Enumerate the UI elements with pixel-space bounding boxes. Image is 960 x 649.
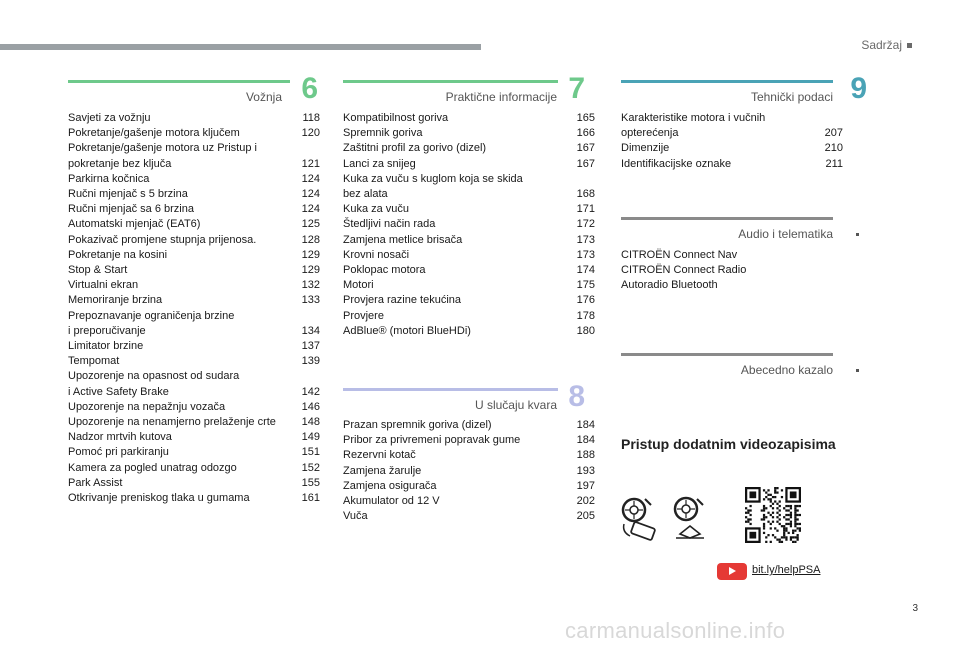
audio-list	[621, 248, 746, 294]
toc-entry-page: 167	[576, 142, 595, 155]
toc-entry[interactable]	[68, 141, 320, 171]
toc-entry-title: Prepoznavanje ograničenja brzine i preporučivanje	[68, 309, 235, 337]
toc-entry[interactable]	[68, 248, 320, 263]
audio-header	[621, 217, 871, 241]
header-label: Sadržaj	[861, 38, 902, 52]
spare-wheel-jack-icon[interactable]	[672, 494, 716, 542]
toc-entry[interactable]	[68, 445, 320, 460]
section-8-toc	[343, 418, 595, 524]
section-9-line	[621, 80, 833, 83]
section-6-header	[68, 72, 318, 105]
section-6-line	[68, 80, 290, 83]
toc-entry[interactable]	[343, 278, 595, 293]
index-square-icon	[856, 369, 859, 372]
toc-entry-page: 146	[301, 400, 320, 413]
toc-entry-title: Provjera razine tekućina	[343, 294, 462, 307]
audio-line	[621, 217, 833, 220]
toc-entry-page: 121	[301, 157, 320, 170]
toc-entry-page: 173	[576, 233, 595, 246]
toc-entry[interactable]	[343, 464, 595, 479]
toc-entry-title: Kuka za vuču s kuglom koja se skida bez alata	[343, 172, 523, 201]
toc-entry-title: Pokazivač promjene stupnja prijenosa.	[68, 233, 257, 246]
toc-entry-page: 167	[576, 157, 595, 170]
toc-entry-title: Motori	[343, 279, 374, 292]
toc-entry-page: 125	[301, 218, 320, 231]
toc-entry-title: Spremnik goriva	[343, 127, 423, 140]
toc-entry-title: Pokretanje/gašenje motora ključem	[68, 127, 240, 140]
toc-entry-page: 207	[824, 127, 843, 140]
toc-entry-page: 133	[301, 294, 320, 307]
section-7-number: 7	[568, 72, 585, 105]
section-7-title: Praktične informacije	[445, 90, 557, 104]
toc-entry-page: 134	[301, 324, 320, 337]
toc-entry[interactable]	[343, 418, 595, 433]
toc-entry[interactable]	[621, 141, 843, 156]
toc-entry[interactable]	[68, 309, 320, 339]
toc-entry[interactable]	[68, 430, 320, 445]
toc-entry-title: Zamjena osigurača	[343, 479, 437, 492]
index-header	[621, 353, 871, 377]
toc-entry-page: 149	[301, 431, 320, 444]
top-progress-bar	[0, 44, 481, 50]
toc-entry-title: Zamjena žarulje	[343, 464, 422, 477]
toc-entry[interactable]	[343, 233, 595, 248]
toc-entry[interactable]	[343, 479, 595, 494]
section-8-title: U slučaju kvara	[474, 398, 557, 412]
toc-entry[interactable]	[68, 126, 320, 141]
toc-entry-title: Memoriranje brzina	[68, 294, 163, 307]
toc-entry-title: Provjere	[343, 309, 384, 322]
toc-entry-title: Park Assist	[68, 476, 123, 489]
toc-entry-page: 166	[576, 127, 595, 140]
audio-item: Autoradio Bluetooth	[621, 279, 718, 292]
toc-entry[interactable]	[68, 415, 320, 430]
toc-entry[interactable]	[68, 369, 320, 399]
section-8-line	[343, 388, 558, 391]
toc-entry-title: Kompatibilnost goriva	[343, 112, 449, 124]
section-9-toc	[621, 111, 843, 172]
toc-entry-page: 205	[576, 510, 595, 523]
toc-entry-title: Stop & Start	[68, 264, 128, 277]
toc-entry-title: Akumulator od 12 V	[343, 495, 440, 508]
audio-item: CITROËN Connect Radio	[621, 264, 747, 277]
toc-entry-page: 148	[301, 416, 320, 429]
toc-entry[interactable]	[68, 217, 320, 232]
toc-entry-page: 193	[576, 464, 595, 477]
toc-entry[interactable]	[68, 187, 320, 202]
toc-entry-title: Zaštitni profil za gorivo (dizel)	[343, 142, 487, 155]
section-8-number: 8	[568, 380, 585, 413]
index-line	[621, 353, 833, 356]
toc-entry[interactable]	[621, 111, 843, 141]
toc-entry-page: 210	[824, 142, 843, 155]
toc-entry-title: Zamjena metlice brisača	[343, 233, 463, 246]
audio-title: Audio i telematika	[738, 227, 833, 241]
audio-item: CITROËN Connect Nav	[621, 249, 738, 261]
toc-entry[interactable]	[343, 217, 595, 232]
toc-entry[interactable]	[68, 263, 320, 278]
toc-entry-page: 137	[301, 340, 320, 353]
toc-entry[interactable]	[68, 400, 320, 415]
toc-entry[interactable]	[343, 263, 595, 278]
toc-entry-page: 128	[301, 233, 320, 246]
toc-entry-title: Pomoć pri parkiranju	[68, 446, 169, 459]
toc-entry-page: 197	[576, 479, 595, 492]
toc-entry-page: 129	[301, 264, 320, 277]
toc-entry[interactable]	[343, 433, 595, 448]
section-7-toc	[343, 111, 595, 339]
toc-entry[interactable]	[621, 157, 843, 172]
toc-entry[interactable]	[343, 309, 595, 324]
toc-entry[interactable]	[68, 339, 320, 354]
toc-entry-title: Nadzor mrtvih kutova	[68, 431, 172, 444]
toc-entry[interactable]	[68, 476, 320, 491]
qr-code-icon[interactable]	[745, 487, 801, 543]
toc-entry[interactable]	[68, 172, 320, 187]
toc-entry-title: Poklopac motora	[343, 264, 426, 277]
toc-entry-page: 176	[576, 294, 595, 307]
toc-entry-page: 155	[301, 476, 320, 489]
toc-entry-title: Dimenzije	[621, 142, 670, 155]
audio-square-icon	[856, 233, 859, 236]
tire-repair-kit-icon[interactable]	[618, 494, 662, 542]
index-title: Abecedno kazalo	[740, 363, 833, 377]
toc-entry[interactable]	[343, 172, 595, 202]
toc-entry[interactable]	[68, 202, 320, 217]
toc-entry[interactable]	[68, 354, 320, 369]
toc-entry-title: Rezervni kotač	[343, 449, 416, 462]
toc-entry-title: Prazan spremnik goriva (dizel)	[343, 419, 492, 431]
toc-entry-title: Otkrivanje preniskog tlaka u gumama	[68, 492, 250, 505]
toc-entry-page: 165	[576, 112, 595, 124]
section-6-number: 6	[301, 72, 318, 105]
toc-entry[interactable]	[343, 111, 595, 126]
toc-entry-page: 211	[825, 157, 843, 170]
toc-entry-title: Karakteristike motora i vučnih opterećenja	[621, 112, 766, 140]
header-square-icon	[907, 43, 912, 48]
toc-entry-page: 124	[301, 188, 320, 201]
toc-entry[interactable]	[343, 324, 595, 339]
section-9-number: 9	[850, 72, 867, 105]
watermark: carmanualsonline.info	[565, 618, 786, 643]
toc-entry[interactable]	[343, 126, 595, 141]
toc-entry-title: Upozorenje na nenamjerno prelaženje crte	[68, 416, 276, 429]
toc-entry[interactable]	[343, 157, 595, 172]
toc-entry-title: Pribor za privremeni popravak gume	[343, 434, 521, 447]
toc-entry-page: 184	[576, 434, 595, 447]
toc-entry-page: 178	[576, 309, 595, 322]
toc-entry-page: 118	[302, 112, 320, 124]
section-7-header	[343, 72, 593, 105]
section-7-line	[343, 80, 558, 83]
toc-entry-page: 120	[301, 127, 320, 140]
toc-entry-page: 172	[576, 218, 595, 231]
toc-entry-title: Vuča	[343, 510, 368, 523]
toc-entry-page: 173	[576, 248, 595, 261]
toc-entry-title: AdBlue® (motori BlueHDi)	[343, 324, 471, 337]
section-8-header	[343, 380, 593, 413]
page-number: 3	[912, 603, 918, 614]
video-section-title: Pristup dodatnim videozapisima	[621, 436, 836, 452]
toc-entry-page: 139	[301, 355, 320, 368]
toc-entry-title: Lanci za snijeg	[343, 157, 416, 170]
youtube-icon[interactable]	[717, 563, 747, 580]
toc-entry[interactable]	[343, 293, 595, 308]
toc-entry-page: 152	[301, 461, 320, 474]
toc-entry[interactable]	[343, 248, 595, 263]
toc-entry-page: 184	[576, 419, 595, 431]
section-6-title: Vožnja	[245, 90, 282, 104]
toc-entry-title: Kuka za vuču	[343, 203, 410, 216]
toc-entry[interactable]	[68, 293, 320, 308]
toc-entry[interactable]	[68, 233, 320, 248]
toc-entry-title: Ručni mjenjač sa 6 brzina	[68, 203, 194, 216]
toc-entry-title: Automatski mjenjač (EAT6)	[68, 218, 201, 231]
toc-entry-page: 132	[301, 279, 320, 292]
section-9-header	[621, 72, 871, 105]
toc-entry-page: 129	[301, 248, 320, 261]
toc-entry[interactable]	[343, 509, 595, 524]
toc-entry[interactable]	[68, 278, 320, 293]
video-link[interactable]: bit.ly/helpPSA	[752, 564, 821, 576]
toc-entry-page: 151	[301, 446, 320, 459]
toc-entry-page: 161	[301, 492, 320, 505]
toc-entry-title: Kamera za pogled unatrag odozgo	[68, 461, 237, 474]
toc-entry-title: Krovni nosači	[343, 248, 410, 261]
toc-entry-title: Limitator brzine	[68, 340, 144, 353]
toc-entry-title: Virtualni ekran	[68, 279, 139, 292]
section-9-title: Tehnički podaci	[750, 90, 833, 104]
toc-entry-title: Ručni mjenjač s 5 brzina	[68, 188, 188, 201]
toc-entry-title: Pokretanje na kosini	[68, 248, 168, 261]
toc-entry-page: 174	[576, 264, 595, 277]
toc-entry[interactable]	[68, 491, 320, 506]
toc-entry-page: 168	[576, 188, 595, 201]
toc-entry-page: 124	[301, 203, 320, 216]
toc-entry-page: 180	[576, 324, 595, 337]
toc-entry-title: Parkirna kočnica	[68, 172, 150, 185]
toc-entry-title: Tempomat	[68, 355, 120, 368]
toc-entry-page: 142	[301, 385, 320, 398]
toc-entry[interactable]	[343, 141, 595, 156]
toc-entry[interactable]	[68, 111, 320, 126]
toc-entry-page: 124	[301, 172, 320, 185]
toc-entry-page: 188	[576, 449, 595, 462]
toc-entry-title: Upozorenje na nepažnju vozača	[68, 400, 226, 413]
toc-entry-page: 202	[576, 495, 595, 508]
toc-entry-title: Štedljivi način rada	[343, 218, 436, 231]
toc-entry[interactable]	[343, 448, 595, 463]
toc-entry-page: 175	[576, 279, 595, 292]
toc-entry-title: Pokretanje/gašenje motora uz Pristup i pokretanje bez ključa	[68, 142, 257, 170]
toc-entry-title: Savjeti za vožnju	[68, 112, 151, 124]
toc-entry[interactable]	[343, 494, 595, 509]
toc-entry-title: Upozorenje na opasnost od sudara i Active Safety Brake	[68, 370, 240, 398]
toc-entry[interactable]	[343, 202, 595, 217]
toc-entry[interactable]	[68, 461, 320, 476]
toc-entry-title: Identifikacijske oznake	[621, 157, 732, 170]
toc-entry-page: 171	[576, 203, 595, 216]
section-6-toc	[68, 111, 320, 506]
